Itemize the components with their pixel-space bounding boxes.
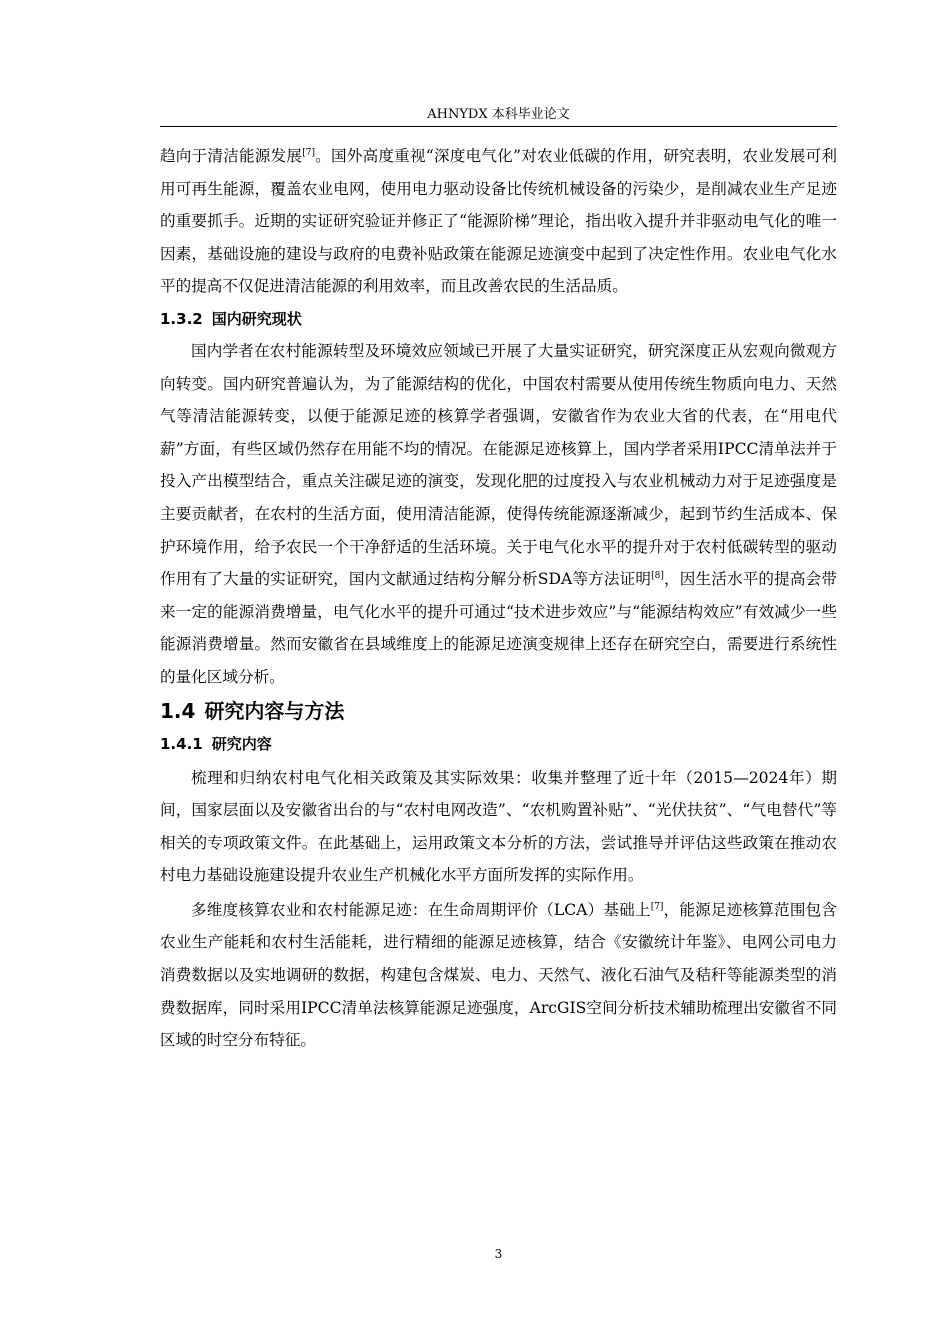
section-title: 研究内容与方法 — [204, 698, 345, 723]
citation-ref: [7] — [302, 147, 315, 158]
page-body — [160, 140, 837, 1057]
section-title: 研究内容 — [211, 734, 272, 753]
citation-ref: [7] — [650, 901, 664, 912]
paragraph-text: 国内学者在农村能源转型及环境效应领域已开展了大量实证研究，研究深度正从宏观向微观方向转变。国内研究普遍认为，为了能源结构的优化，中国农村需要从使用传统生物质向电力、天然气等清洁能源转变，以便于能源足迹的核算学者强调，安徽省作为农业大省的代表，在“用电代薪”方面，有些区域仍然存在用能不均的情况。在能源足迹核算上，国内学者采用IPCC清单法并于投入产出模型结合，重点关注碳足迹的演变，发现化肥的过度投入与农业机械动力对于足迹强度是主要贡献者，在农村的生活方面，使用清洁能源，使得传统能源逐渐减少，起到节约生活成本、保护环境作用，给予农民一个干净舒适的生活环境。关于电气化水平的提升对于农村低碳转型的驱动作用有了大量的实证研究，国内文献通过结构分解分析SDA等方法证明 — [160, 341, 837, 589]
paragraph-text: ，因生活水平的提高会带来一定的能源消费增量，电气化水平的提升可通过“技术进步效应”与“能源结构效应”有效减少一些能源消费增量。然而安徽省在县域维度上的能源足迹演变规律上还存在研究空白，需要进行系统性的量化区域分析。 — [160, 570, 837, 686]
paragraph-text: 趋向于清洁能源发展 — [160, 147, 303, 165]
paragraph-text: ，能源足迹核算范围包含农业生产能耗和农村生活能耗，进行精细的能源足迹核算，结合《安徽统计年鉴》、电网公司电力消费数据以及实地调研的数据，构建包含煤炭、电力、天然气、液化石油气及秸秆等能源类型的消费数据库，同时采用IPCC清单法核算能源足迹强度，ArcGIS空间分析技术辅助梳理出安徽省不同区域的时空分布特征。 — [160, 900, 837, 1050]
section-heading-1-4-1 — [160, 728, 837, 760]
section-number: 1.4.1 — [160, 734, 203, 753]
paragraph-text: 多维度核算农业和农村能源足迹：在生命周期评价（LCA）基础上 — [191, 900, 651, 919]
paragraph-domestic-research — [160, 335, 837, 694]
paragraph-text: 梳理和归纳农村电气化相关政策及其实际效果：收集并整理了近十年（2015—2024年）期间，国家层面以及安徽省出台的与“农村电网改造”、“农机购置补贴”、“光伏扶贫”、“气电替代”等相关的专项政策文件。在此基础上，运用政策文本分析的方法，尝试推导并评估这些政策在推动农村电力基础设施建设提升农业生产机械化水平方面所发挥的实际作用。 — [160, 768, 837, 885]
citation-ref: [8] — [651, 570, 664, 581]
paragraph-footprint-accounting — [160, 894, 837, 1057]
section-title: 国内研究现状 — [211, 309, 302, 328]
section-heading-1-4 — [160, 694, 837, 728]
section-heading-1-3-2 — [160, 303, 837, 335]
header-rule — [160, 126, 837, 127]
page-number: 3 — [494, 1247, 503, 1261]
section-number: 1.4 — [160, 698, 196, 723]
paragraph-foreign-research-end — [160, 140, 837, 303]
paragraph-policy-review — [160, 762, 837, 892]
running-header: AHNYDX 本科毕业论文 — [427, 107, 570, 122]
paragraph-text: 。国外高度重视“深度电气化”对农业低碳的作用，研究表明，农业发展可利用可再生能源，覆盖农业电网，使用电力驱动设备比传统机械设备的污染少，是削减农业生产足迹的重要抓手。近期的实证研究验证并修正了“能源阶梯”理论，指出收入提升并非驱动电气化的唯一因素，基础设施的建设与政府的电费补贴政策在能源足迹演变中起到了决定性作用。农业电气化水平的提高不仅促进清洁能源的利用效率，而且改善农民的生活品质。 — [160, 147, 837, 296]
section-number: 1.3.2 — [160, 309, 203, 328]
